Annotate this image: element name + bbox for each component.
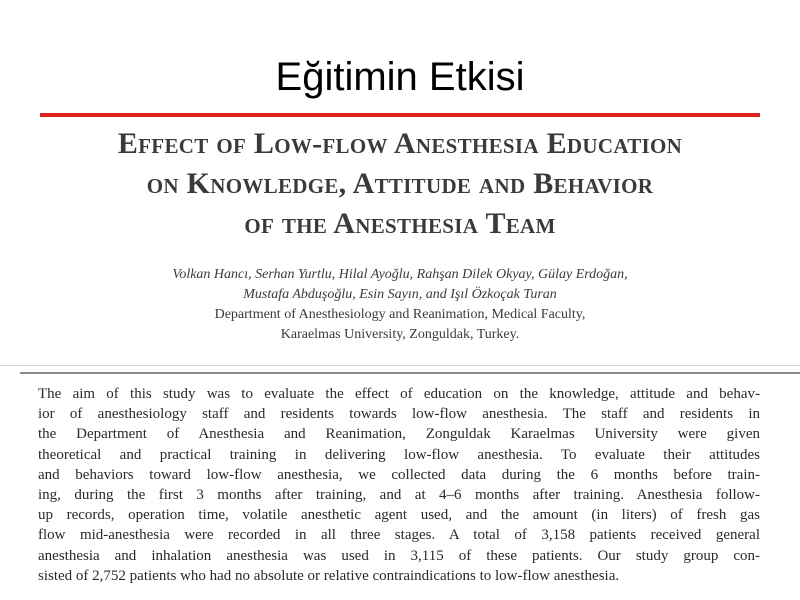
abstract-line: anesthesia and inhalation anesthesia was used in 3,115 of these patients. Our study group con-: [38, 547, 760, 564]
abstract: [38, 384, 760, 586]
paper-title-block: [0, 124, 800, 244]
paper-title-line: Effect of Low-flow Anesthesia Education: [117, 127, 683, 160]
abstract-line: sisted of 2,752 patients who had no absolute or relative contraindications to low-flow anesthesia.: [38, 567, 620, 584]
abstract-line: theoretical and practical training in delivering low-flow anesthesia. To evaluate their attitudes: [38, 446, 760, 463]
paper-title-line: of the Anesthesia Team: [244, 207, 556, 240]
slide-title: Eğitimin Etkisi: [275, 55, 525, 99]
abstract-line: the Department of Anesthesia and Reanimation, Zonguldak Karaelmas University were given: [38, 426, 760, 443]
abstract-line: and behaviors toward low-flow anesthesia, we collected data during the 6 months before train-: [38, 466, 760, 483]
abstract-line: The aim of this study was to evaluate the effect of education on the knowledge, attitude and behav-: [38, 386, 760, 402]
author-block: [0, 265, 800, 345]
abstract-line: up records, operation time, volatile anesthetic agent used, and the amount (in liters) of fresh gas: [38, 507, 760, 524]
paper-title: [0, 124, 800, 244]
affiliation-line: Department of Anesthesiology and Reanimation, Medical Faculty,: [214, 307, 586, 322]
paper-title-line: on Knowledge, Attitude and Behavior: [146, 167, 654, 200]
abstract-line: flow mid-anesthesia were recorded in all three stages. A total of 3,158 patients received general: [38, 527, 760, 544]
abstract-line: ior of anesthesiology staff and residents towards low-flow anesthesia. The staff and residents in: [38, 406, 760, 423]
abstract-line: ing, during the first 3 months after training, and at 4–6 months after training. Anesthesia follow-: [38, 487, 760, 504]
section-divider: [20, 372, 800, 374]
title-underline: [40, 113, 760, 117]
author-line: Mustafa Abduşoğlu, Esin Sayın, and Işıl Özkoçak Turan: [243, 287, 557, 302]
section-divider-light: [0, 365, 800, 366]
affiliation-line: Karaelmas University, Zonguldak, Turkey.: [280, 327, 520, 342]
author-line: Volkan Hancı, Serhan Yurtlu, Hilal Ayoğlu, Rahşan Dilek Okyay, Gülay Erdoğan,: [172, 267, 628, 282]
